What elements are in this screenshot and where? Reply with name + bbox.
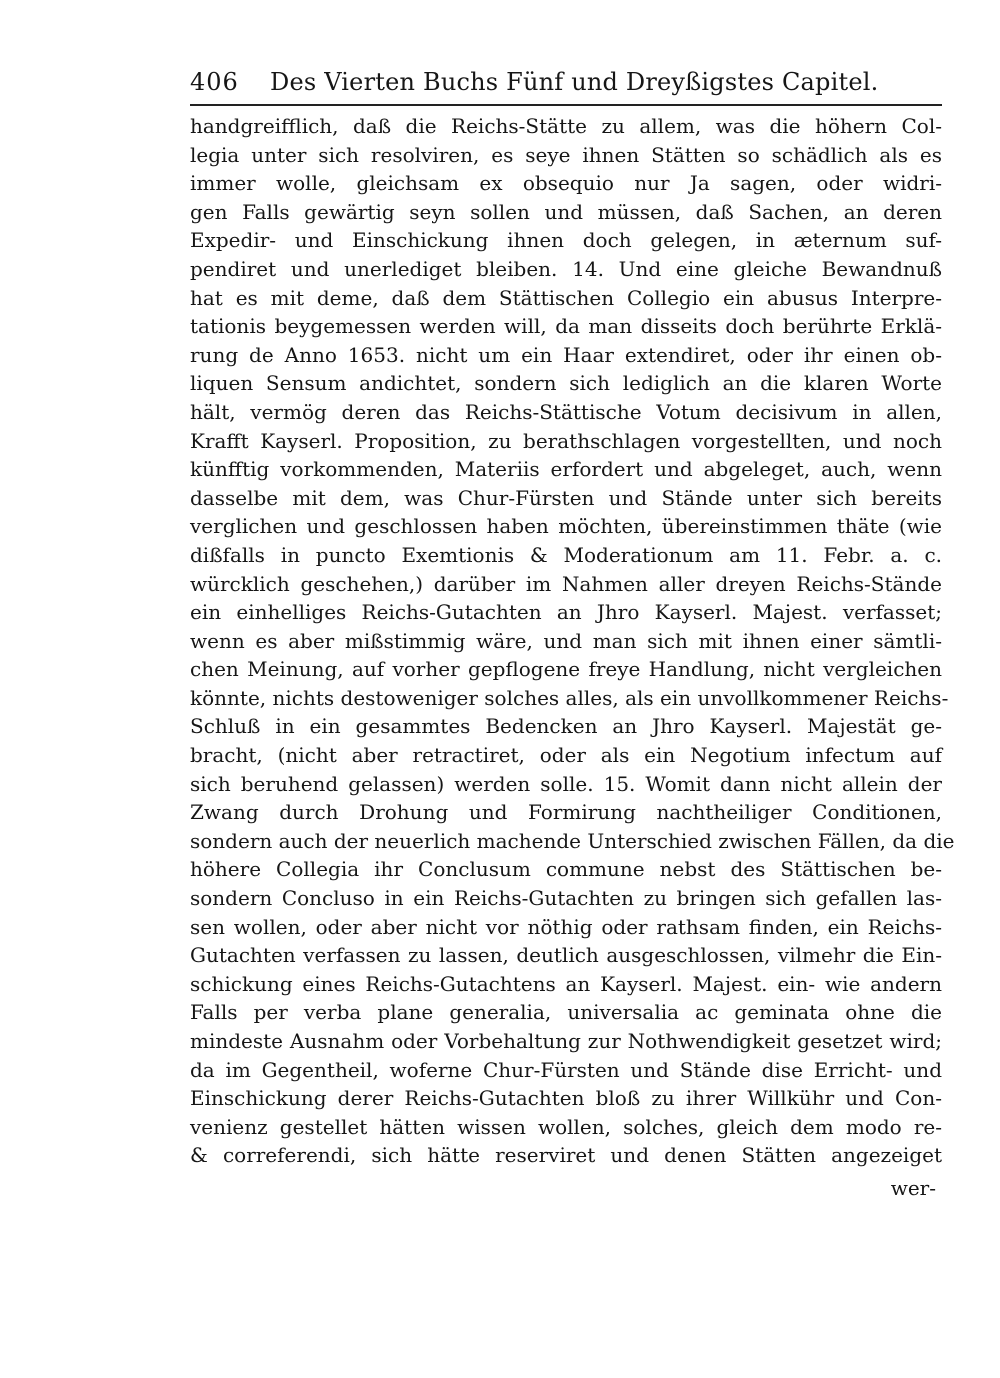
text-line: Schluß in ein gesammtes Bedencken an Jhro Kayserl. Majestät ge- — [190, 714, 942, 739]
text-line: hat es mit deme, daß dem Stättischen Collegio ein abusus Interpre- — [190, 285, 942, 310]
text-line: gen Falls gewärtig seyn sollen und müssen, daß Sachen, an deren — [190, 199, 942, 224]
text-line: ein einhelliges Reichs-Gutachten an Jhro Kayserl. Majest. verfasset; — [190, 600, 942, 625]
text-line: sondern auch der neuerlich machende Unterschied zwischen Fällen, da die — [190, 828, 955, 853]
text-line: sen wollen, oder aber nicht vor nöthig oder rathsam finden, ein Reichs- — [190, 914, 942, 939]
text-line: venienz gestellet hätten wissen wollen, solches, gleich dem modo re- — [190, 1114, 942, 1139]
text-line: rung de Anno 1653. nicht um ein Haar extendiret, oder ihr einen ob- — [190, 342, 942, 367]
text-line: hält, vermög deren das Reichs-Stättische Votum decisivum in allen, — [190, 399, 942, 424]
text-line: Zwang durch Drohung und Formirung nachtheiliger Conditionen, — [190, 800, 942, 825]
body-text — [190, 112, 955, 1170]
text-line: tationis beygemessen werden will, da man disseits doch berührte Erklä- — [190, 314, 942, 339]
text-line: könnte, nichts destoweniger solches alles, als ein unvollkommener Reichs- — [190, 685, 949, 710]
book-page — [190, 64, 955, 1202]
text-line: Gutachten verfassen zu lassen, deutlich ausgeschlossen, vilmehr die Ein- — [190, 943, 942, 968]
text-line: bracht, (nicht aber retractiret, oder als ein Negotium infectum auf — [190, 743, 942, 768]
header-rule — [190, 104, 942, 106]
text-line: Einschickung derer Reichs-Gutachten bloß zu ihrer Willkühr und Con- — [190, 1086, 942, 1111]
text-line: liquen Sensum andichtet, sondern sich lediglich an die klaren Worte — [190, 371, 942, 396]
page-number: 406 — [190, 68, 239, 96]
catchword: wer- — [890, 1175, 936, 1200]
text-line: dißfalls in puncto Exemtionis & Moderationum am 11. Febr. a. c. — [190, 542, 942, 567]
text-line: chen Meinung, auf vorher gepflogene freye Handlung, nicht vergleichen — [190, 657, 942, 682]
text-line: Falls per verba plane generalia, universalia ac geminata ohne die — [190, 1000, 942, 1025]
text-line: Expedir- und Einschickung ihnen doch gelegen, in æternum suf- — [190, 228, 942, 253]
text-line: sondern Concluso in ein Reichs-Gutachten zu bringen sich gefallen las- — [190, 886, 942, 911]
text-line: würcklich geschehen,) darüber im Nahmen aller dreyen Reichs-Stände — [190, 571, 942, 596]
text-line: schickung eines Reichs-Gutachtens an Kayserl. Majest. ein- wie andern — [190, 971, 942, 996]
text-line: wenn es aber mißstimmig wäre, und man sich mit ihnen einer sämtli- — [190, 628, 942, 653]
page-header — [190, 64, 942, 100]
text-line: & correferendi, sich hätte reserviret und denen Stätten angezeiget — [190, 1143, 942, 1168]
text-line: künfftig vorkommenden, Materiis erfordert und abgeleget, auch, wenn — [190, 457, 942, 482]
text-line: pendiret und unerlediget bleiben. 14. Und eine gleiche Bewandnuß — [190, 256, 942, 281]
text-line: legia unter sich resolviren, es seye ihnen Stätten so schädlich als es — [190, 142, 942, 167]
text-line: Krafft Kayserl. Proposition, zu berathschlagen vorgestellten, und noch — [190, 428, 942, 453]
text-line: immer wolle, gleichsam ex obsequio nur Ja sagen, oder widri- — [190, 171, 942, 196]
running-head: Des Vierten Buchs Fünf und Dreyßigstes Capitel. — [270, 68, 879, 96]
text-line: da im Gegentheil, woferne Chur-Fürsten und Stände dise Erricht- und — [190, 1057, 942, 1082]
text-line: handgreifflich, daß die Reichs-Stätte zu allem, was die höhern Col- — [190, 114, 942, 138]
text-line: dasselbe mit dem, was Chur-Fürsten und Stände unter sich bereits — [190, 485, 942, 510]
text-line: mindeste Ausnahm oder Vorbehaltung zur Nothwendigkeit gesetzet wird; — [190, 1029, 942, 1053]
text-line: höhere Collegia ihr Conclusum commune nebst des Stättischen be- — [190, 857, 942, 882]
text-line: sich beruhend gelassen) werden solle. 15. Womit dann nicht allein der — [190, 771, 942, 796]
text-line: verglichen und geschlossen haben möchten, übereinstimmen thäte (wie — [190, 514, 942, 539]
